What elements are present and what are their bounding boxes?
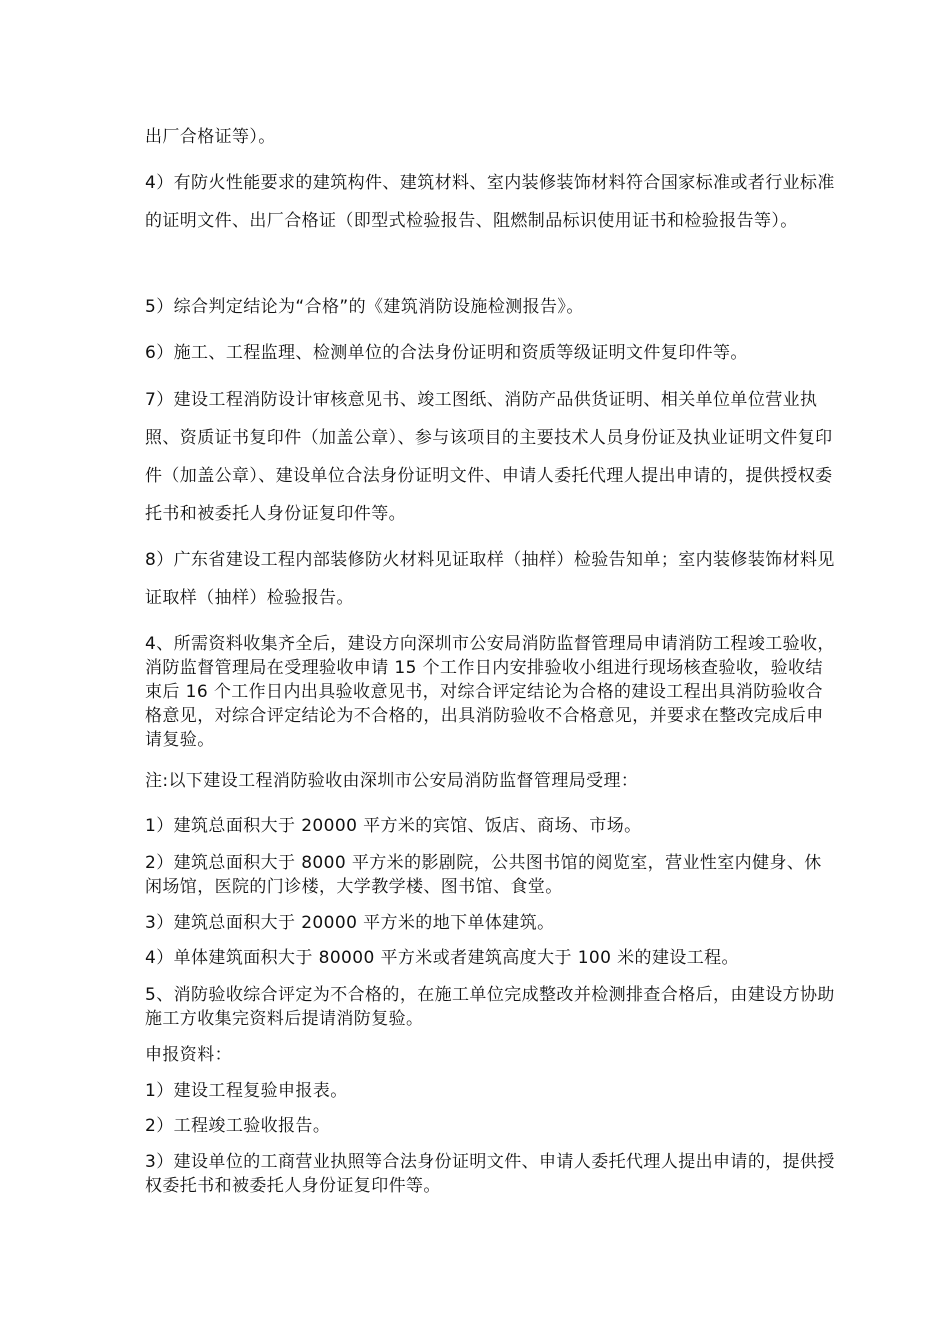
material-item-business-license: 3）建设单位的工商营业执照等合法身份证明文件、申请人委托代理人提出申请的，提供授权委托书和被委托人身份证复印件等。 (145, 1152, 835, 1196)
section-5-reinspection: 5、消防验收综合评定为不合格的，在施工单位完成整改并检测排查合格后，由建设方协助施工方收集完资料后提请消防复验。 (145, 985, 835, 1029)
note-item-underground: 3）建筑总面积大于 20000 平方米的地下单体建筑。 (145, 913, 555, 933)
note-item-hotels: 1）建筑总面积大于 20000 平方米的宾馆、饭店、商场、市场。 (145, 816, 642, 836)
application-materials-heading: 申报资料： (145, 1045, 232, 1065)
note-item-theaters: 2）建筑总面积大于 8000 平方米的影剧院，公共图书馆的阅览室，营业性室内健身、休闲场馆，医院的门诊楼，大学教学楼、图书馆、食堂。 (145, 853, 822, 897)
paragraph-fragment: 出厂合格证等）。 (145, 127, 276, 147)
section-4-acceptance-procedure: 4、所需资料收集齐全后，建设方向深圳市公安局消防监督管理局申请消防工程竣工验收，消防监督管理局在受理验收申请 15 个工作日内安排验收小组进行现场核查验收，验收结束后 16 个工作日内出具验收意见书，对综合评定结论为合格的建设工程出具消防验收合格意见，对综合评定结论为不合格的，出具消防验收不合格意见，并要求在整改完成后申请复验。 (145, 634, 835, 750)
list-item-fire-rated-materials: 4）有防火性能要求的建筑构件、建筑材料、室内装修装饰材料符合国家标准或者行业标准的证明文件、出厂合格证（即型式检验报告、阻燃制品标识使用证书和检验报告等）。 (145, 173, 835, 231)
list-item-sampling-report: 8）广东省建设工程内部装修防火材料见证取样（抽样）检验告知单；室内装修装饰材料见证取样（抽样）检验报告。 (145, 550, 835, 608)
list-item-inspection-report: 5）综合判定结论为“合格”的《建筑消防设施检测报告》。 (145, 297, 584, 317)
material-item-form: 1）建设工程复验申报表。 (145, 1081, 348, 1101)
list-item-qualification-docs: 6）施工、工程监理、检测单位的合法身份证明和资质等级证明文件复印件等。 (145, 343, 748, 363)
list-item-design-review-docs: 7）建设工程消防设计审核意见书、竣工图纸、消防产品供货证明、相关单位单位营业执照、资质证书复印件（加盖公章）、参与该项目的主要技术人员身份证及执业证明文件复印件（加盖公章）、建设单位合法身份证明文件、申请人委托代理人提出申请的，提供授权委托书和被委托人身份证复印件等。 (145, 390, 833, 524)
material-item-completion-report: 2）工程竣工验收报告。 (145, 1116, 331, 1136)
note-heading: 注:以下建设工程消防验收由深圳市公安局消防监督管理局受理： (145, 771, 639, 791)
note-item-large-buildings: 4）单体建筑面积大于 80000 平方米或者建筑高度大于 100 米的建设工程。 (145, 948, 739, 968)
